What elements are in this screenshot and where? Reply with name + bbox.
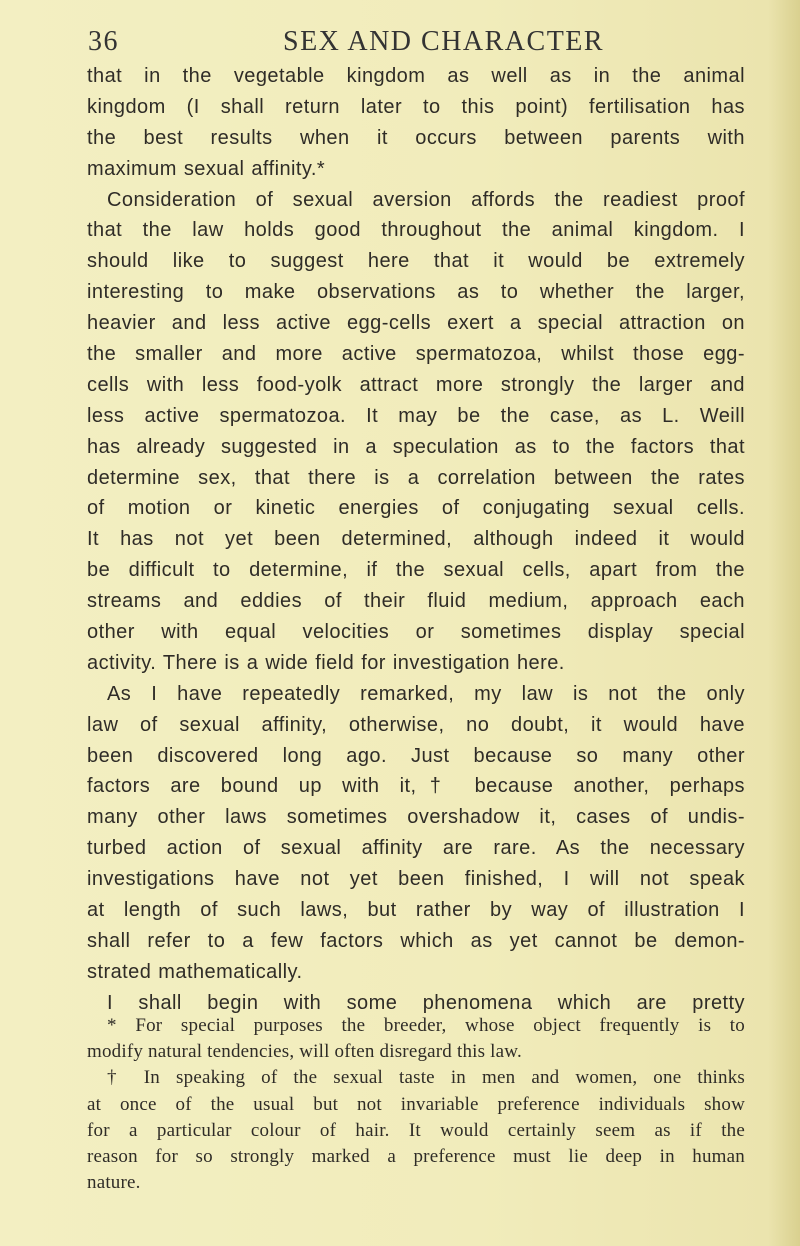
running-head — [88, 26, 748, 66]
footnote-line: at once of the usual but not invariable preference individuals show — [87, 1093, 745, 1115]
body-line: at length of such laws, but rather by way of illustration I — [87, 899, 745, 922]
body-line: the smaller and more active spermatozoa, whilst those egg- — [87, 343, 745, 366]
body-text — [87, 61, 745, 1019]
body-line: I shall begin with some phenomena which are pretty — [107, 991, 745, 1014]
body-line: investigations have not yet been finished, I will not speak — [87, 868, 745, 891]
body-line: It has not yet been determined, although indeed it would — [87, 528, 745, 551]
body-line: strated mathematically. — [87, 960, 303, 983]
body-line: kingdom (I shall return later to this point) fertilisation has — [87, 95, 745, 118]
body-line: of motion or kinetic energies of conjugating sexual cells. — [87, 497, 745, 520]
body-line: many other laws sometimes overshadow it, cases of undis- — [87, 806, 745, 829]
running-title: SEX AND CHARACTER — [283, 26, 605, 57]
body-line: the best results when it occurs between parents with — [87, 126, 745, 149]
body-line: streams and eddies of their fluid medium, approach each — [87, 590, 745, 613]
body-line: shall refer to a few factors which as yet cannot be demon- — [87, 929, 745, 952]
footnotes — [87, 1013, 745, 1196]
body-line: heavier and less active egg-cells exert a special attraction on — [87, 312, 745, 335]
body-line: interesting to make observations as to whether the larger, — [87, 281, 745, 304]
body-line: has already suggested in a speculation as to the factors that — [87, 435, 745, 458]
page-number: 36 — [88, 26, 119, 57]
footnote-line: reason for so strongly marked a preference must lie deep in human — [87, 1145, 745, 1167]
body-line: been discovered long ago. Just because so many other — [87, 744, 745, 767]
footnote-line: † In speaking of the sexual taste in men and women, one thinks — [107, 1067, 745, 1089]
body-line: turbed action of sexual affinity are rare. As the necessary — [87, 837, 745, 860]
body-line: determine sex, that there is a correlation between the rates — [87, 466, 745, 489]
body-line: should like to suggest here that it would be extremely — [87, 250, 745, 273]
footnote-line: nature. — [87, 1172, 141, 1194]
body-line: less active spermatozoa. It may be the case, as L. Weill — [87, 404, 745, 427]
body-line: As I have repeatedly remarked, my law is not the only — [107, 682, 745, 705]
body-line: other with equal velocities or sometimes display special — [87, 621, 745, 644]
body-line: law of sexual affinity, otherwise, no doubt, it would have — [87, 713, 745, 736]
body-line: Consideration of sexual aversion affords the readiest proof — [107, 188, 745, 211]
body-line: be difficult to determine, if the sexual cells, apart from the — [87, 559, 745, 582]
body-line: maximum sexual affinity.* — [87, 157, 326, 180]
footnote-line: modify natural tendencies, will often disregard this law. — [87, 1041, 522, 1063]
footnote-line: for a particular colour of hair. It would certainly seem as if the — [87, 1119, 745, 1141]
body-line: factors are bound up with it,† because another, perhaps — [87, 775, 745, 798]
footnote-line: * For special purposes the breeder, whose object frequently is to — [107, 1015, 745, 1036]
body-line: cells with less food-yolk attract more strongly the larger and — [87, 373, 745, 396]
body-line: that in the vegetable kingdom as well as in the animal — [87, 65, 745, 87]
body-line: that the law holds good throughout the animal kingdom. I — [87, 219, 745, 242]
body-line: activity. There is a wide field for investigation here. — [87, 651, 565, 674]
